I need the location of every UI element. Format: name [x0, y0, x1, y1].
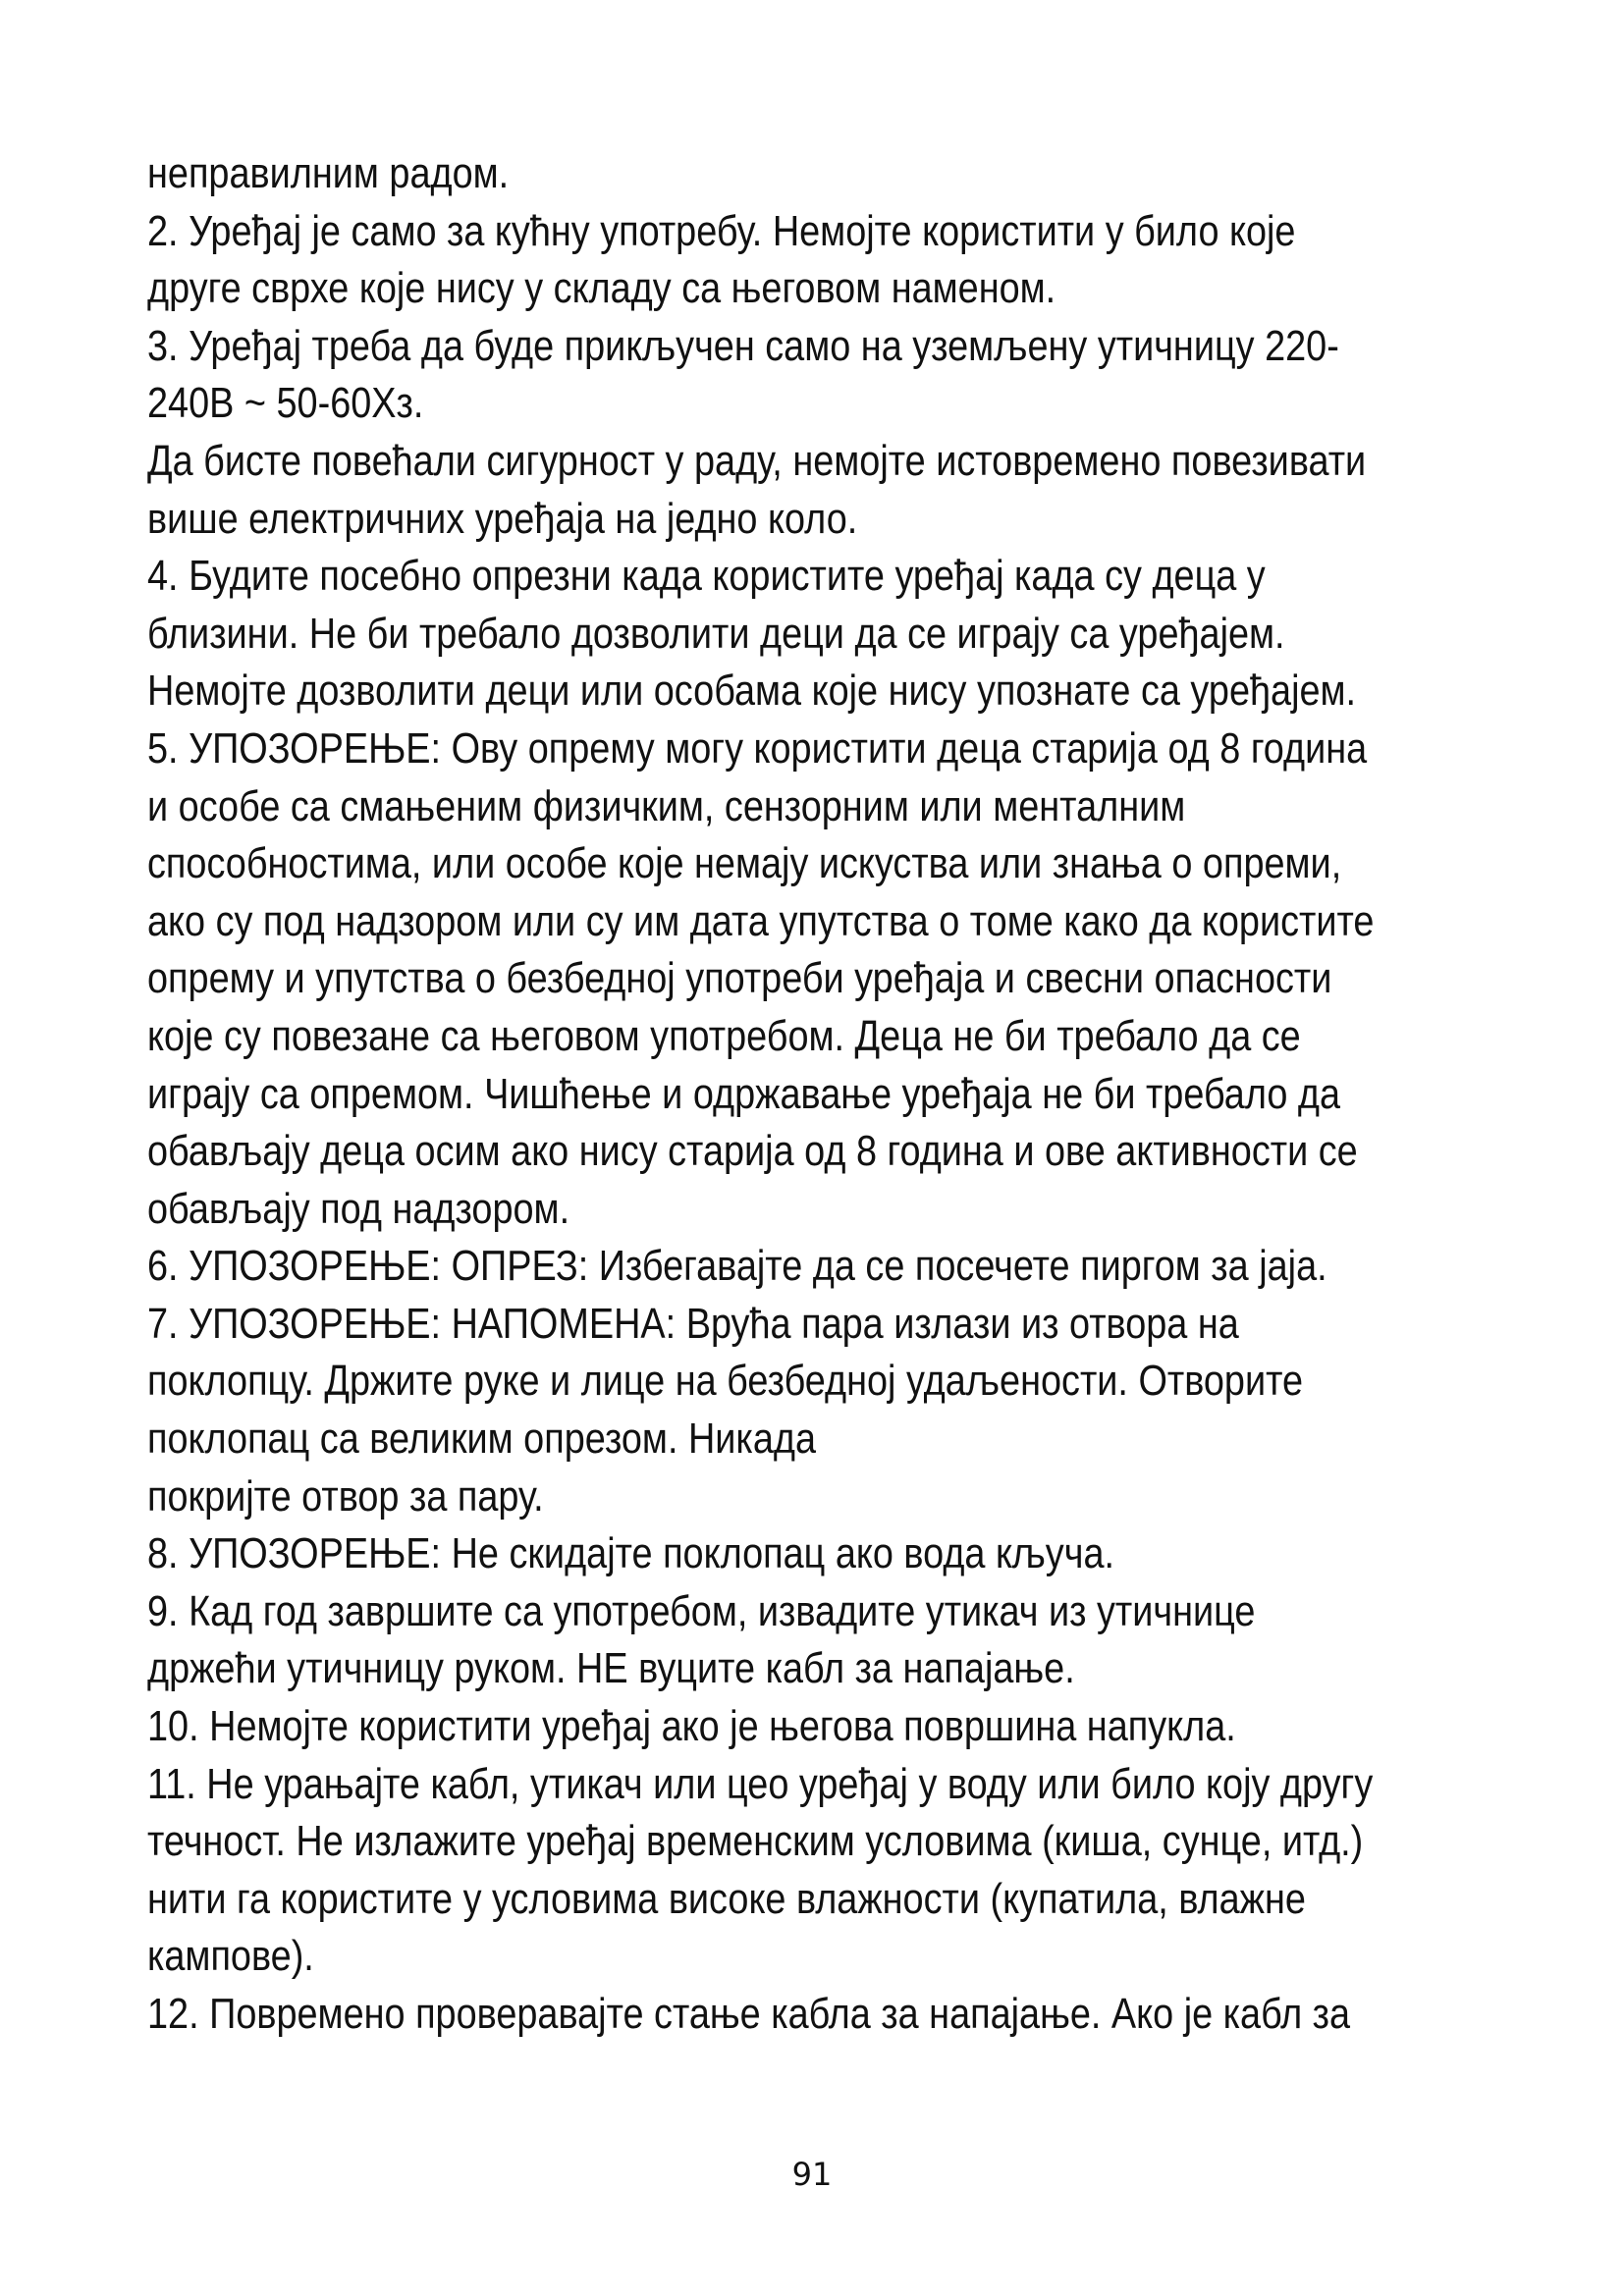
text-line: 11. Не урањајте кабл, утикач или цео уређај у воду или било коју другу	[147, 1759, 1374, 1808]
text-line: кампове).	[147, 1932, 314, 1981]
text-line: способностима, или особе које немају искуства или знања о опреми,	[147, 839, 1342, 888]
text-line: поклопац са великим опрезом. Никада	[147, 1415, 816, 1464]
text-line: које су повезане са његовом употребом. Деца не би требало да се	[147, 1011, 1301, 1060]
text-line: опрему и упутства о безбедној употреби уређаја и свесни опасности	[147, 954, 1332, 1003]
text-line: друге сврхе које нису у складу са његовом наменом.	[147, 264, 1056, 313]
text-line: 9. Кад год завршите са употребом, извадите утикач из утичнице	[147, 1586, 1256, 1635]
text-line: близини. Не би требало дозволити деци да се играју са уређајем.	[147, 609, 1285, 658]
text-line: и особе са смањеним физичким, сензорним или менталним	[147, 781, 1186, 830]
text-line: 7. УПОЗОРЕЊЕ: НАПОМЕНА: Врућа пара излази из отвора на	[147, 1299, 1239, 1348]
text-line: ако су под надзором или су им дата упутства о томе како да користите	[147, 896, 1375, 945]
text-line: 4. Будите посебно опрезни када користите уређај када су деца у	[147, 552, 1266, 601]
text-line: обављају под надзором.	[147, 1184, 570, 1233]
page-number: 91	[791, 2156, 833, 2193]
text-line: више електричних уређаја на једно коло.	[147, 494, 858, 543]
text-line: поклопцу. Држите руке и лице на безбедној удаљености. Отворите	[147, 1357, 1304, 1406]
text-line: 8. УПОЗОРЕЊЕ: Не скидајте поклопац ако вода кључа.	[147, 1529, 1115, 1578]
text-line: 12. Повремено проверавајте стање кабла за напајање. Ако је кабл за	[147, 1990, 1351, 2038]
text-line: неправилним радом.	[147, 149, 510, 197]
text-line: 3. Уређај треба да буде прикључен само на уземљену утичницу 220-	[147, 321, 1339, 370]
text-line: нити га користите у условима високе влажности (купатила, влажне	[147, 1874, 1306, 1923]
text-line: 10. Немојте користити уређај ако је његова површина напукла.	[147, 1702, 1236, 1751]
body-text	[147, 145, 1551, 2044]
text-line: држећи утичницу руком. НЕ вуците кабл за напајање.	[147, 1644, 1075, 1693]
text-line: 5. УПОЗОРЕЊЕ: Ову опрему могу користити деца старија од 8 година	[147, 723, 1368, 773]
text-line: покријте отвор за пару.	[147, 1471, 544, 1521]
text-line: течност. Не излажите уређај временским условима (киша, сунце, итд.)	[147, 1817, 1364, 1866]
text-line: играју са опремом. Чишћење и одржавање уређаја не би требало да	[147, 1069, 1341, 1118]
text-line: Немојте дозволити деци или особама које нису упознате са уређајем.	[147, 667, 1357, 716]
text-line: Да бисте повећали сигурност у раду, немојте истовремено повезивати	[147, 436, 1367, 485]
text-line: 2. Уређај је само за кућну употребу. Немојте користити у било које	[147, 206, 1296, 255]
text-line: 6. УПОЗОРЕЊЕ: ОПРЕЗ: Избегавајте да се посечете пиргом за јаја.	[147, 1242, 1327, 1291]
text-line: обављају деца осим ако нису старија од 8 година и ове активности се	[147, 1127, 1358, 1176]
text-line: 240В ~ 50-60Хз.	[147, 379, 424, 428]
